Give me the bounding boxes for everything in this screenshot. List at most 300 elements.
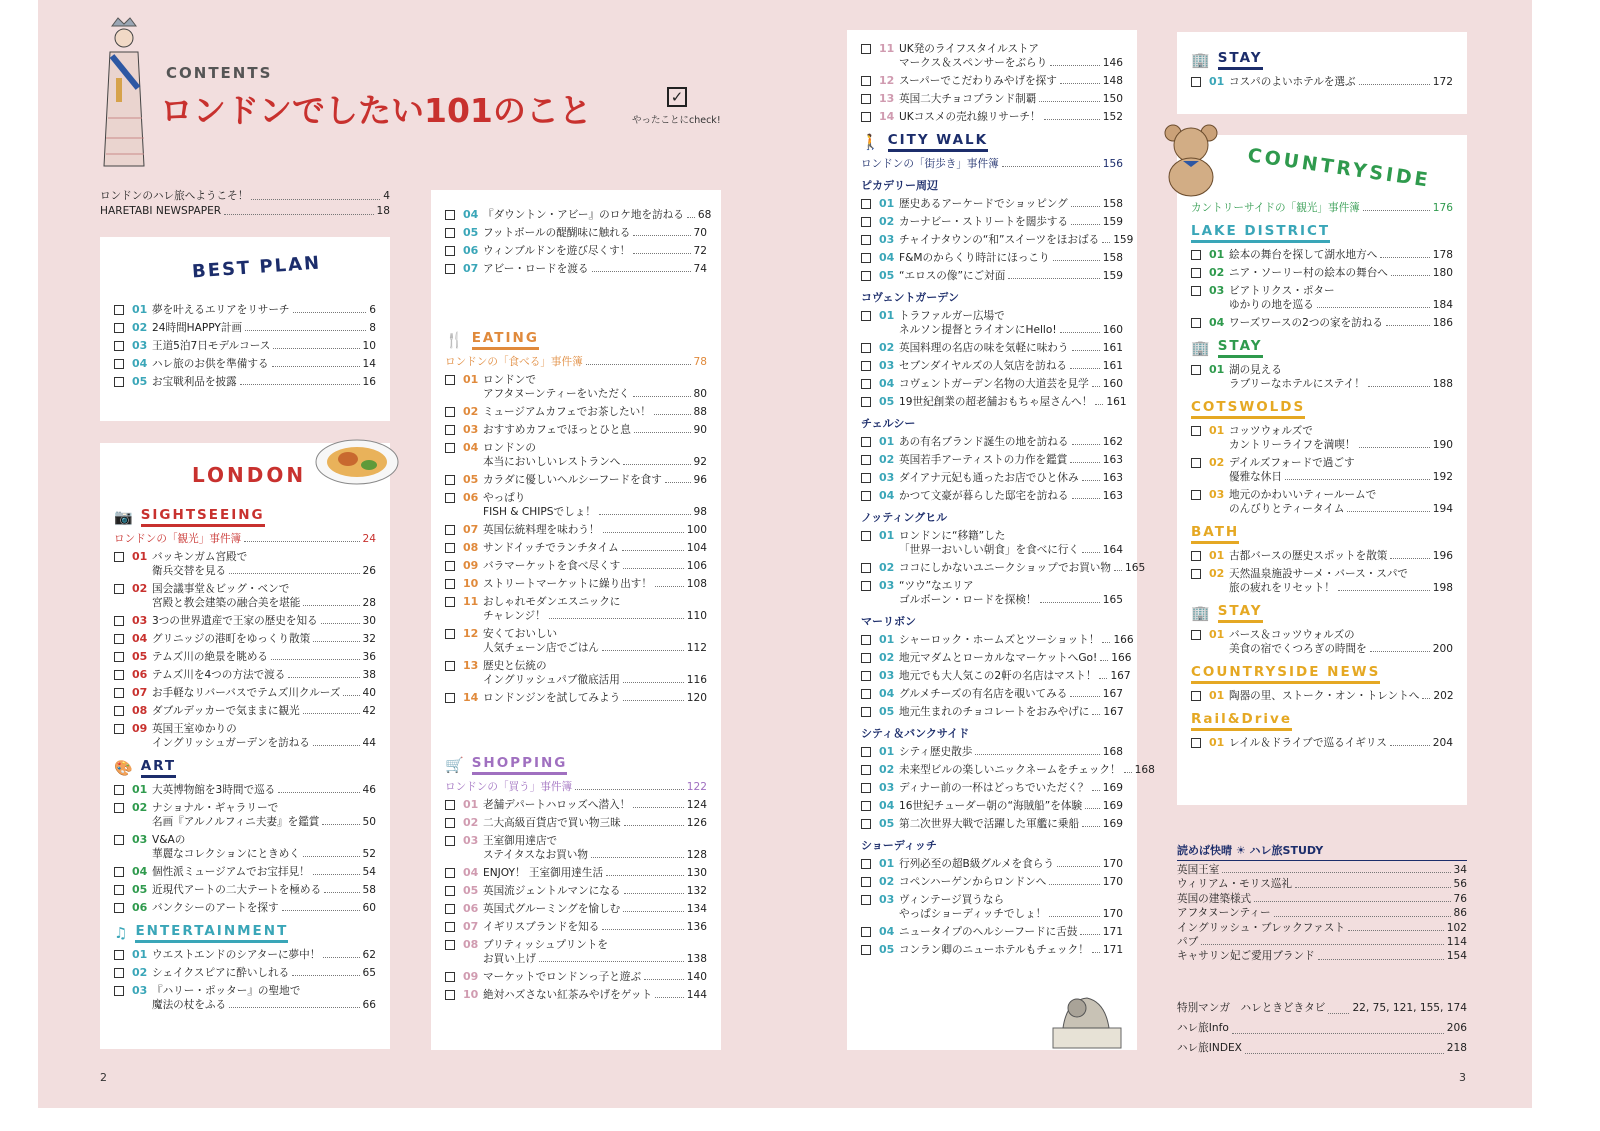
checkbox[interactable]: [861, 311, 871, 321]
item-text: [1229, 363, 1453, 391]
page-number: 106: [686, 560, 707, 572]
checkbox[interactable]: [445, 693, 455, 703]
checkbox[interactable]: [1191, 286, 1201, 296]
entry-text: ニア・ソーリー村の絵本の舞台へ: [1229, 267, 1388, 279]
list-item: [861, 875, 1123, 889]
dot-leader: [1201, 935, 1444, 945]
case-text: ロンドンの「食べる」事件簿: [445, 356, 583, 368]
checkbox[interactable]: [861, 689, 871, 699]
entry-line: [483, 577, 707, 591]
item-number: 01: [463, 798, 479, 811]
page-number: 138: [686, 953, 707, 965]
dot-leader: [539, 952, 684, 962]
item-number: 02: [879, 651, 895, 664]
entry-line: [152, 736, 376, 750]
page-number: 52: [362, 848, 376, 860]
checkbox[interactable]: [1191, 365, 1201, 375]
entry-text: お宝戦利品を披露: [152, 376, 237, 388]
page-number: 144: [686, 989, 707, 1001]
col2-list: [445, 208, 712, 1006]
list-item: [114, 357, 376, 371]
dot-leader: [1370, 642, 1430, 652]
item-number: 03: [132, 614, 148, 627]
item-number: 03: [1209, 284, 1225, 297]
item-text: [899, 251, 1123, 265]
item-text: [483, 691, 707, 705]
dot-leader: [292, 966, 359, 976]
entry-line: [899, 781, 1123, 795]
item-number: 03: [132, 833, 148, 846]
checkbox[interactable]: [445, 475, 455, 485]
checkbox[interactable]: [861, 895, 871, 905]
checkbox[interactable]: [1191, 458, 1201, 468]
checkbox[interactable]: [114, 616, 124, 626]
checkbox[interactable]: [114, 377, 124, 387]
page-number: 165: [1102, 594, 1123, 606]
page-number: 148: [1102, 75, 1123, 87]
page-number: 6: [369, 304, 376, 316]
checkbox[interactable]: [1191, 738, 1201, 748]
checkbox[interactable]: [1191, 569, 1201, 579]
checkbox[interactable]: [445, 246, 455, 256]
checkbox[interactable]: [861, 271, 871, 281]
entry-line: [899, 269, 1123, 283]
entry-line: [1229, 75, 1453, 89]
page-number: 54: [362, 866, 376, 878]
list-item: [445, 423, 707, 437]
entry-text: 夢を叶えるエリアをリサーチ: [152, 304, 290, 316]
checkbox[interactable]: [445, 940, 455, 950]
item-text: [899, 435, 1123, 449]
checkbox[interactable]: [114, 341, 124, 351]
item-number: 05: [879, 817, 895, 830]
checkbox[interactable]: [1191, 268, 1201, 278]
item-text: [899, 893, 1123, 921]
list-item: [861, 435, 1123, 449]
entry-text: チャレンジ！: [483, 610, 546, 622]
entry-line: [483, 816, 707, 830]
checkbox[interactable]: [861, 671, 871, 681]
dot-leader: [1124, 763, 1132, 773]
dot-leader: [229, 564, 359, 574]
page-number: 154: [1446, 950, 1467, 963]
checkbox[interactable]: [861, 581, 871, 591]
checkbox[interactable]: [445, 493, 455, 503]
item-text: [899, 875, 1123, 889]
entry-text: ゆかりの地を巡る: [1229, 299, 1314, 311]
entry-text: イギリスブランドを知る: [483, 921, 600, 933]
checkbox[interactable]: [861, 217, 871, 227]
item-text: [899, 651, 1132, 665]
checkbox[interactable]: [861, 473, 871, 483]
checkbox[interactable]: [114, 552, 124, 562]
entry-line: [483, 455, 707, 469]
section-heading: [445, 330, 707, 350]
dot-leader: [1039, 92, 1099, 102]
checkbox[interactable]: [861, 491, 871, 501]
entry-line: [152, 686, 376, 700]
entry-line: [899, 215, 1123, 229]
item-number: 01: [879, 529, 895, 542]
check-note: やったことにcheck!: [632, 115, 721, 126]
entry-text: ウィリアム・モリス巡礼: [1177, 878, 1292, 891]
checkbox[interactable]: [861, 253, 871, 263]
list-item: [445, 866, 707, 880]
checkbox[interactable]: [861, 76, 871, 86]
dot-leader: [1071, 215, 1100, 225]
section-label: LAKE DISTRICT: [1191, 223, 1330, 243]
list-item: [445, 405, 707, 419]
checkbox[interactable]: [445, 525, 455, 535]
item-number: 04: [879, 377, 895, 390]
item-number: 01: [879, 197, 895, 210]
page-number: 70: [693, 227, 707, 239]
dot-leader: [1363, 201, 1430, 211]
case-line: [861, 157, 1123, 171]
page-number: 72: [693, 245, 707, 257]
item-text: [899, 42, 1123, 70]
item-number: 03: [463, 834, 479, 847]
list-item: [445, 659, 707, 687]
checkbox[interactable]: [445, 443, 455, 453]
dot-leader: [623, 559, 684, 569]
dot-leader: [1070, 687, 1099, 697]
item-text: [899, 633, 1134, 647]
checkbox[interactable]: [445, 425, 455, 435]
item-text: [899, 197, 1123, 211]
item-text: [899, 669, 1131, 683]
list-item: [861, 763, 1155, 777]
section-label: SIGHTSEEING: [141, 507, 265, 527]
checkbox[interactable]: [861, 44, 871, 54]
checkbox[interactable]: [445, 886, 455, 896]
checkbox[interactable]: [861, 747, 871, 757]
dot-leader: [278, 783, 359, 793]
checkbox[interactable]: [114, 584, 124, 594]
checkbox[interactable]: [861, 94, 871, 104]
checkbox[interactable]: [445, 800, 455, 810]
list-item: [445, 938, 707, 966]
entry-text: カラダに優しいヘルシーフードを食す: [483, 474, 662, 486]
checkbox[interactable]: [861, 635, 871, 645]
page-number: 68: [697, 209, 712, 221]
item-number: 03: [879, 471, 895, 484]
dot-leader: [282, 901, 360, 911]
entry-text: F&Mのからくり時計にほっこり: [899, 252, 1050, 264]
building-icon: 🏢: [1191, 339, 1212, 357]
entry-line: [152, 847, 376, 861]
checkbox[interactable]: [445, 597, 455, 607]
checkbox[interactable]: [114, 835, 124, 845]
page-number: 170: [1102, 876, 1123, 888]
dot-leader: [687, 208, 695, 218]
checkbox[interactable]: [445, 836, 455, 846]
checkbox[interactable]: [861, 563, 871, 573]
list-item: [1191, 424, 1453, 452]
case-text: ロンドンの「観光」事件簿: [114, 533, 242, 545]
page-title: ロンドンでしたい101のこと: [160, 91, 592, 130]
checkbox[interactable]: [445, 579, 455, 589]
dot-leader: [271, 650, 360, 660]
entry-line: [152, 704, 376, 718]
entry-text: ハレ旅INDEX: [1177, 1042, 1242, 1054]
checkbox[interactable]: [114, 968, 124, 978]
checkbox[interactable]: [861, 235, 871, 245]
entry-text: お買い上げ: [483, 953, 536, 965]
page-number: 169: [1102, 818, 1123, 830]
checkbox[interactable]: [861, 765, 871, 775]
item-text: [899, 471, 1123, 485]
list-item: [1191, 316, 1453, 330]
building-icon: 🏢: [1191, 51, 1212, 69]
checkbox[interactable]: [445, 868, 455, 878]
entry-text: 英国の建築様式: [1177, 892, 1252, 905]
spacer: [445, 280, 707, 322]
list-item: [114, 650, 376, 664]
checkbox[interactable]: [114, 323, 124, 333]
checkbox[interactable]: [1191, 630, 1201, 640]
checkbox[interactable]: [114, 652, 124, 662]
item-text: [483, 441, 707, 469]
item-number: 02: [132, 801, 148, 814]
checkbox[interactable]: [861, 927, 871, 937]
checkbox[interactable]: [445, 904, 455, 914]
checkbox[interactable]: [861, 379, 871, 389]
entry-line: [483, 405, 707, 419]
checkbox[interactable]: [114, 706, 124, 716]
checkbox[interactable]: [114, 950, 124, 960]
dot-leader: [224, 204, 373, 215]
countryside-list: [1191, 199, 1453, 754]
checkbox[interactable]: [445, 629, 455, 639]
section-label: BATH: [1191, 524, 1239, 544]
checkbox[interactable]: [114, 305, 124, 315]
case-line: [445, 355, 707, 369]
dot-leader: [323, 948, 359, 958]
list-item: [114, 339, 376, 353]
checkbox[interactable]: [445, 407, 455, 417]
page-number: 161: [1102, 342, 1123, 354]
entry-text: 英国二大チョコブランド制覇: [899, 93, 1037, 105]
list-item: [114, 375, 376, 389]
list-item: [114, 901, 376, 915]
entry-text: テムズ川の絶景を眺める: [152, 651, 269, 663]
checkbox[interactable]: [861, 437, 871, 447]
checkbox[interactable]: [861, 112, 871, 122]
list-item: [445, 627, 707, 655]
checkbox[interactable]: [861, 455, 871, 465]
dot-leader: [303, 704, 360, 714]
checkbox[interactable]: [445, 210, 455, 220]
checkbox[interactable]: [114, 359, 124, 369]
page-number: 30: [362, 615, 376, 627]
item-text: [1229, 488, 1453, 516]
checkbox[interactable]: [114, 785, 124, 795]
checkbox[interactable]: [114, 688, 124, 698]
page-number: 60: [362, 902, 376, 914]
checkbox[interactable]: [445, 543, 455, 553]
page-number: 178: [1432, 249, 1453, 261]
item-text: [152, 303, 376, 317]
checkbox[interactable]: [861, 199, 871, 209]
entry-text: 旅の疲れをリセット！: [1229, 582, 1335, 594]
checkbox[interactable]: [861, 877, 871, 887]
item-text: [1229, 316, 1453, 330]
checkbox[interactable]: [114, 634, 124, 644]
page-number: 140: [686, 971, 707, 983]
checkbox[interactable]: [114, 670, 124, 680]
list-item: [114, 984, 376, 1012]
dot-leader: [622, 541, 684, 551]
page-number: 192: [1432, 471, 1453, 483]
entry-text: 英国式グルーミングを愉しむ: [483, 903, 621, 915]
checkbox[interactable]: [1191, 250, 1201, 260]
entry-line: [899, 489, 1123, 503]
dot-leader: [1099, 669, 1107, 679]
checkbox[interactable]: [861, 397, 871, 407]
checkbox[interactable]: [114, 885, 124, 895]
item-line: ブリティッシュプリントを: [483, 939, 609, 951]
entry-text: お手軽なリバーバスでテムズ川クルーズ: [152, 687, 341, 699]
entry-text: バラマーケットを食べ尽くす: [483, 560, 621, 572]
item-number: 12: [463, 627, 479, 640]
dot-leader: [1082, 543, 1100, 553]
section-label: STAY: [1218, 338, 1263, 358]
checkbox[interactable]: [861, 653, 871, 663]
checkbox[interactable]: [445, 922, 455, 932]
checkbox[interactable]: [445, 818, 455, 828]
item-line: トラファルガー広場で: [899, 310, 1005, 322]
checkbox[interactable]: [861, 361, 871, 371]
page-number: 98: [693, 506, 707, 518]
best-plan-card: [100, 237, 390, 421]
dot-leader: [975, 745, 1099, 755]
intro-line: [100, 204, 390, 219]
item-text: [483, 938, 707, 966]
page-number: 218: [1446, 1042, 1467, 1054]
item-number: 01: [1209, 248, 1225, 261]
item-text: [899, 233, 1134, 247]
entry-text: ENJOY！ 王室御用達生活: [483, 867, 604, 879]
entry-line: [899, 471, 1123, 485]
dot-leader: [633, 226, 690, 236]
entry-line: [483, 473, 707, 487]
checkbox[interactable]: [1191, 318, 1201, 328]
list-item: [114, 883, 376, 897]
entry-line: [899, 745, 1123, 759]
dot-leader: [665, 473, 691, 483]
checkbox[interactable]: [114, 867, 124, 877]
dot-leader: [321, 614, 360, 624]
entry-text: シティ歴史散歩: [899, 746, 973, 758]
countryside-title: COUNTRYSIDE: [1246, 144, 1432, 192]
page-number: 198: [1432, 582, 1453, 594]
checkbox[interactable]: [445, 375, 455, 385]
checkbox[interactable]: [445, 561, 455, 571]
section-label: STAY: [1218, 603, 1263, 623]
dot-leader: [240, 375, 360, 385]
dot-leader: [1071, 197, 1100, 207]
checkbox[interactable]: [445, 264, 455, 274]
checkbox[interactable]: [1191, 426, 1201, 436]
item-number: 03: [879, 781, 895, 794]
checkbox[interactable]: [445, 661, 455, 671]
checkbox[interactable]: [861, 531, 871, 541]
study-list: [1177, 842, 1467, 964]
contents-spread: [38, 0, 1532, 1108]
checkbox[interactable]: [1191, 551, 1201, 561]
list-item: [861, 705, 1123, 719]
checkbox[interactable]: [445, 972, 455, 982]
checkbox[interactable]: [445, 228, 455, 238]
entry-line: [483, 641, 707, 655]
list-item: [1191, 567, 1453, 595]
dot-leader: [1060, 74, 1100, 84]
item-text: [899, 705, 1123, 719]
checkbox[interactable]: [861, 945, 871, 955]
item-text: [899, 763, 1155, 777]
entry-text: イングリッシュパブ徹底活用: [483, 674, 620, 686]
page-number: 8: [369, 322, 376, 334]
entry-line: [483, 691, 707, 705]
music-note-icon: ♫: [114, 924, 130, 942]
checkbox[interactable]: [114, 903, 124, 913]
checkbox[interactable]: [861, 343, 871, 353]
checkbox[interactable]: [861, 707, 871, 717]
checkbox[interactable]: [861, 801, 871, 811]
checkbox[interactable]: [861, 783, 871, 793]
entry-text: 陶器の里、ストーク・オン・トレントへ: [1229, 690, 1420, 702]
checkbox[interactable]: [861, 819, 871, 829]
item-number: 02: [1209, 456, 1225, 469]
checkbox[interactable]: [861, 859, 871, 869]
entry-line: [899, 341, 1123, 355]
dot-leader: [1318, 949, 1444, 959]
list-item: [114, 582, 376, 610]
list-item: [1191, 248, 1453, 262]
extra-line: [1177, 998, 1467, 1018]
page-number: 170: [1102, 908, 1123, 920]
checkbox[interactable]: [114, 724, 124, 734]
london-title: LONDON: [192, 463, 307, 487]
checkbox[interactable]: [114, 986, 124, 996]
entry-text: ダイアナ元妃も通ったお店でひと休み: [899, 472, 1079, 484]
entry-line: [483, 423, 707, 437]
page-number: 171: [1102, 926, 1123, 938]
checkbox[interactable]: [1191, 490, 1201, 500]
checkbox[interactable]: [445, 990, 455, 1000]
item-number: 07: [463, 920, 479, 933]
checkbox[interactable]: [1191, 77, 1201, 87]
item-text: [899, 943, 1123, 957]
item-number: 02: [879, 561, 895, 574]
item-text: [152, 632, 376, 646]
page-number: 180: [1432, 267, 1453, 279]
item-text: [152, 668, 376, 682]
item-text: [899, 453, 1123, 467]
item-text: [899, 489, 1123, 503]
page-number: 92: [693, 456, 707, 468]
london-list: [114, 499, 376, 1016]
list-item: [445, 441, 707, 469]
item-number: 01: [132, 783, 148, 796]
item-text: [152, 883, 376, 897]
checkbox[interactable]: [1191, 691, 1201, 701]
page-number: 150: [1102, 93, 1123, 105]
page-number: 40: [362, 687, 376, 699]
checkbox[interactable]: [114, 803, 124, 813]
entry-line: [899, 763, 1155, 777]
